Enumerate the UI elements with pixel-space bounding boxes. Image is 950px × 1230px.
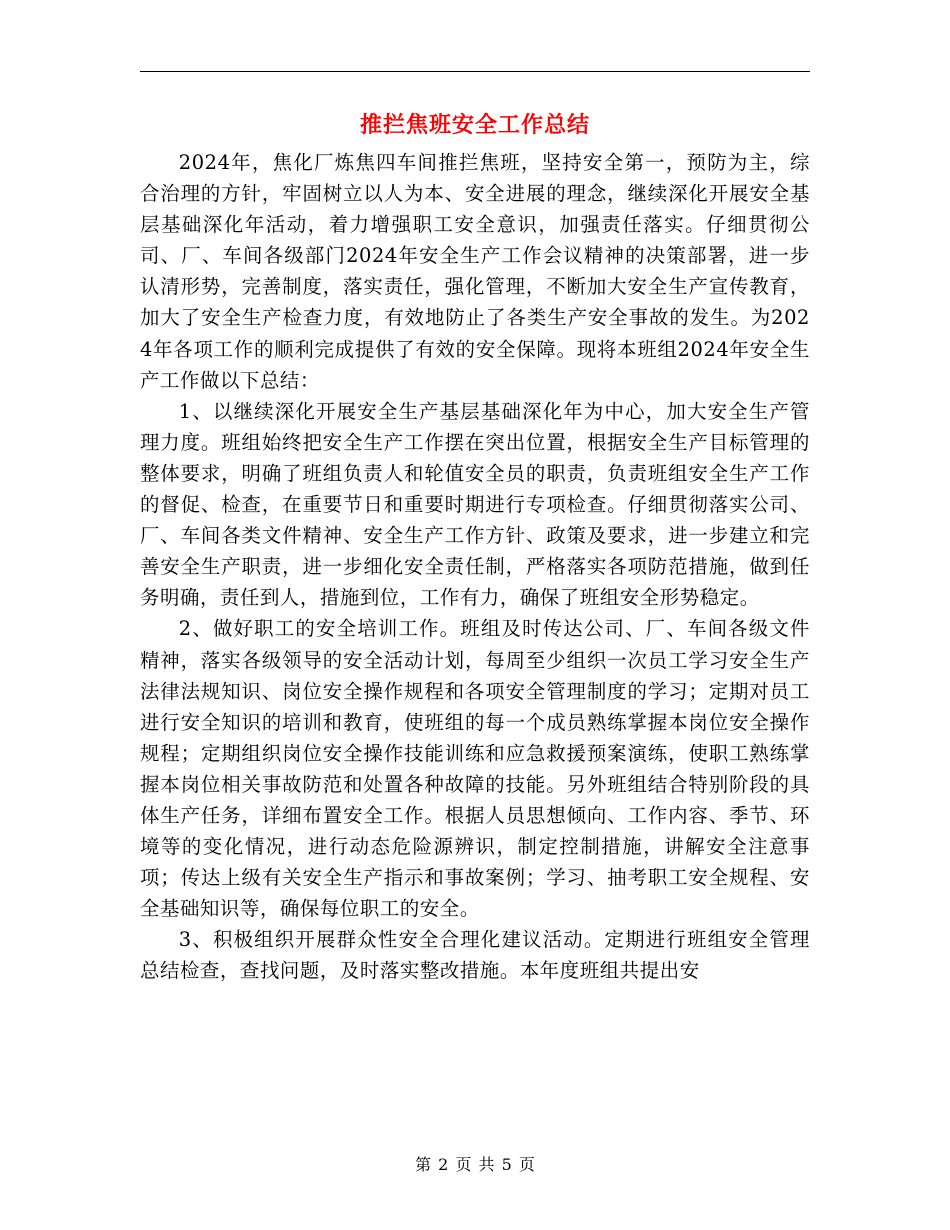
header-rule — [140, 71, 810, 72]
paragraph-item-3: 3、积极组织开展群众性安全合理化建议活动。定期进行班组安全管理总结检查，查找问题，及时落实整改措施。本年度班组共提出安 — [140, 928, 810, 983]
page-number-footer: 第 2 页 共 5 页 — [415, 1155, 535, 1174]
document-body — [140, 147, 810, 987]
paragraph-intro: 2024年，焦化厂炼焦四车间推拦焦班，坚持安全第一，预防为主，综合治理的方针，牢固树立以人为本、安全进展的理念，继续深化开展安全基层基础深化年活动，着力增强职工安全意识，加强责任落实。仔细贯彻公司、厂、车间各级部门2024年安全生产工作会议精神的决策部署，进一步认清形势，完善制度，落实责任，强化管理，不断加大安全生产宣传教育，加大了安全生产检查力度，有效地防止了各类生产安全事故的发生。为2024年各项工作的顺利完成提供了有效的安全保障。现将本班组2024年安全生产工作做以下总结： — [140, 151, 810, 392]
document-title: 推拦焦班安全工作总结 — [359, 112, 590, 138]
paragraph-item-2: 2、做好职工的安全培训工作。班组及时传达公司、厂、车间各级文件精神，落实各级领导的安全活动计划，每周至少组织一次员工学习安全生产法律法规知识、岗位安全操作规程和各项安全管理制度的学习；定期对员工进行安全知识的培训和教育，使班组的每一个成员熟练掌握本岗位安全操作规程；定期组织岗位安全操作技能训练和应急救援预案演练，使职工熟练掌握本岗位相关事故防范和处置各种故障的技能。另外班组结合特别阶段的具体生产任务，详细布置安全工作。根据人员思想倾向、工作内容、季节、环境等的变化情况，进行动态危险源辨识，制定控制措施，讲解安全注意事项；传达上级有关安全生产指示和事故案例；学习、抽考职工安全规程、安全基础知识等，确保每位职工的安全。 — [140, 617, 810, 921]
paragraph-item-1: 1、以继续深化开展安全生产基层基础深化年为中心，加大安全生产管理力度。班组始终把安全生产工作摆在突出位置，根据安全生产目标管理的整体要求，明确了班组负责人和轮值安全员的职责，负责班组安全生产工作的督促、检查，在重要节日和重要时期进行专项检查。仔细贯彻落实公司、厂、车间各类文件精神、安全生产工作方针、政策及要求，进一步建立和完善安全生产职责，进一步细化安全责任制，严格落实各项防范措施，做到任务明确，责任到人，措施到位，工作有力，确保了班组安全形势稳定。 — [140, 399, 810, 610]
